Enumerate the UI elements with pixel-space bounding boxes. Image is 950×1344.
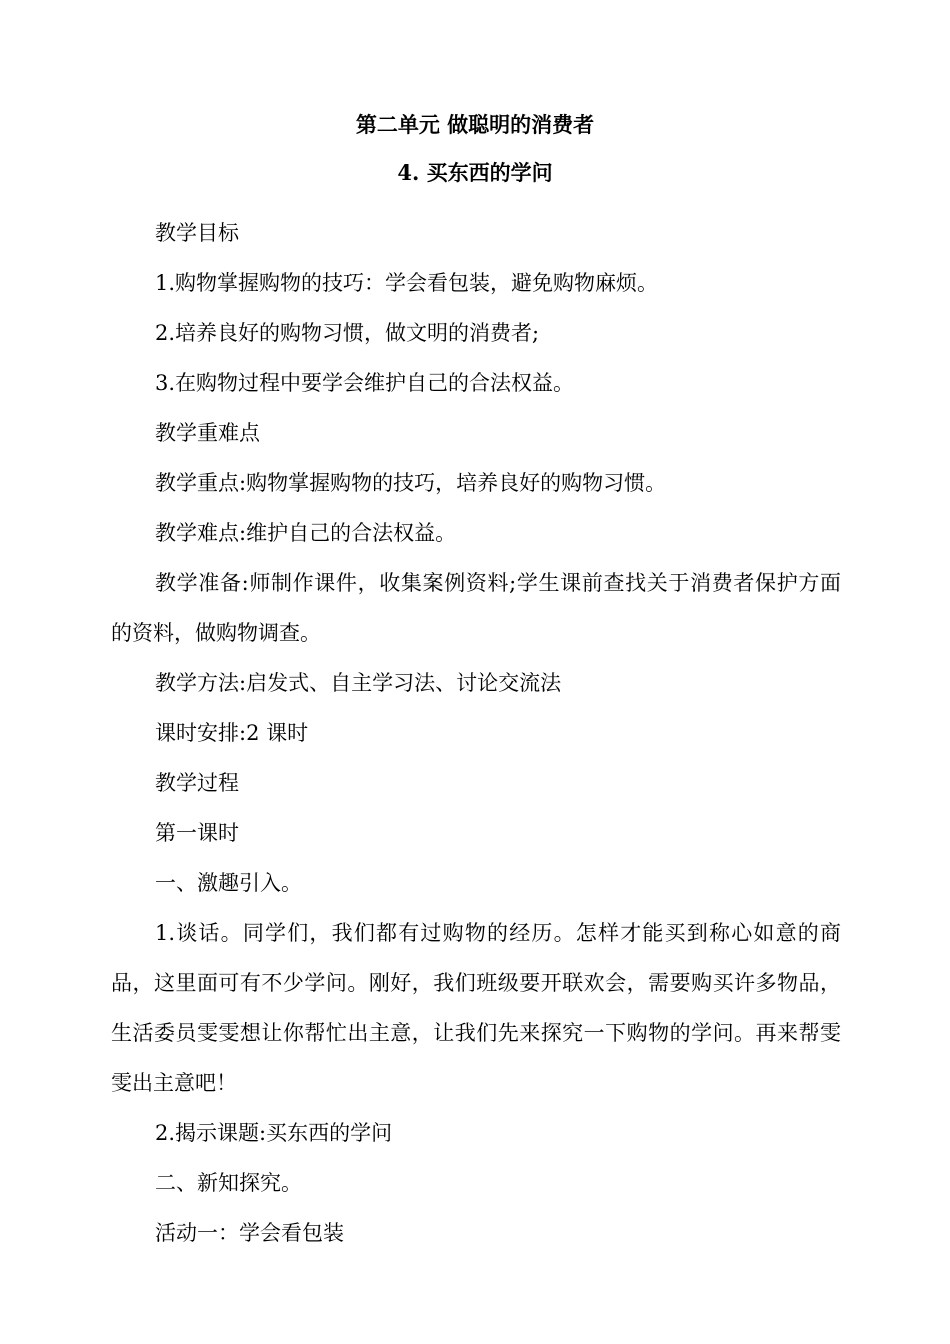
paragraph: 2.培养良好的购物习惯，做文明的消费者; bbox=[155, 321, 540, 345]
paragraph: 教学过程 bbox=[155, 771, 239, 795]
paragraph: 教学方法:启发式、自主学习法、讨论交流法 bbox=[155, 671, 562, 695]
paragraph: 1.购物掌握购物的技巧：学会看包装，避免购物麻烦。 bbox=[155, 271, 659, 295]
paragraph: 二、新知探究。 bbox=[155, 1171, 302, 1195]
paragraph: 一、激趣引入。 bbox=[155, 871, 302, 895]
lesson-title: 4. 买东西的学问 bbox=[397, 160, 553, 185]
paragraph: 教学准备:师制作课件，收集案例资料;学生课前查找关于消费者保护方面的资料，做购物调查。 bbox=[111, 571, 841, 645]
paragraph: 3.在购物过程中要学会维护自己的合法权益。 bbox=[155, 371, 575, 395]
unit-title: 第二单元 做聪明的消费者 bbox=[355, 112, 595, 137]
paragraph: 2.揭示课题:买东西的学问 bbox=[155, 1121, 393, 1145]
paragraph: 教学目标 bbox=[155, 221, 239, 245]
paragraph: 第一课时 bbox=[155, 821, 239, 845]
paragraph: 教学难点:维护自己的合法权益。 bbox=[155, 521, 457, 545]
document-body bbox=[111, 208, 841, 1258]
paragraph: 教学重点:购物掌握购物的技巧，培养良好的购物习惯。 bbox=[155, 471, 667, 495]
paragraph: 1.谈话。同学们，我们都有过购物的经历。怎样才能买到称心如意的商品，这里面可有不少学问。刚好，我们班级要开联欢会，需要购买许多物品，生活委员雯雯想让你帮忙出主意，让我们先来探究一下购物的学问。再来帮雯雯出主意吧！ bbox=[111, 921, 841, 1095]
paragraph: 课时安排:2 课时 bbox=[155, 721, 309, 745]
paragraph: 教学重难点 bbox=[155, 421, 260, 445]
paragraph: 活动一：学会看包装 bbox=[155, 1221, 344, 1245]
